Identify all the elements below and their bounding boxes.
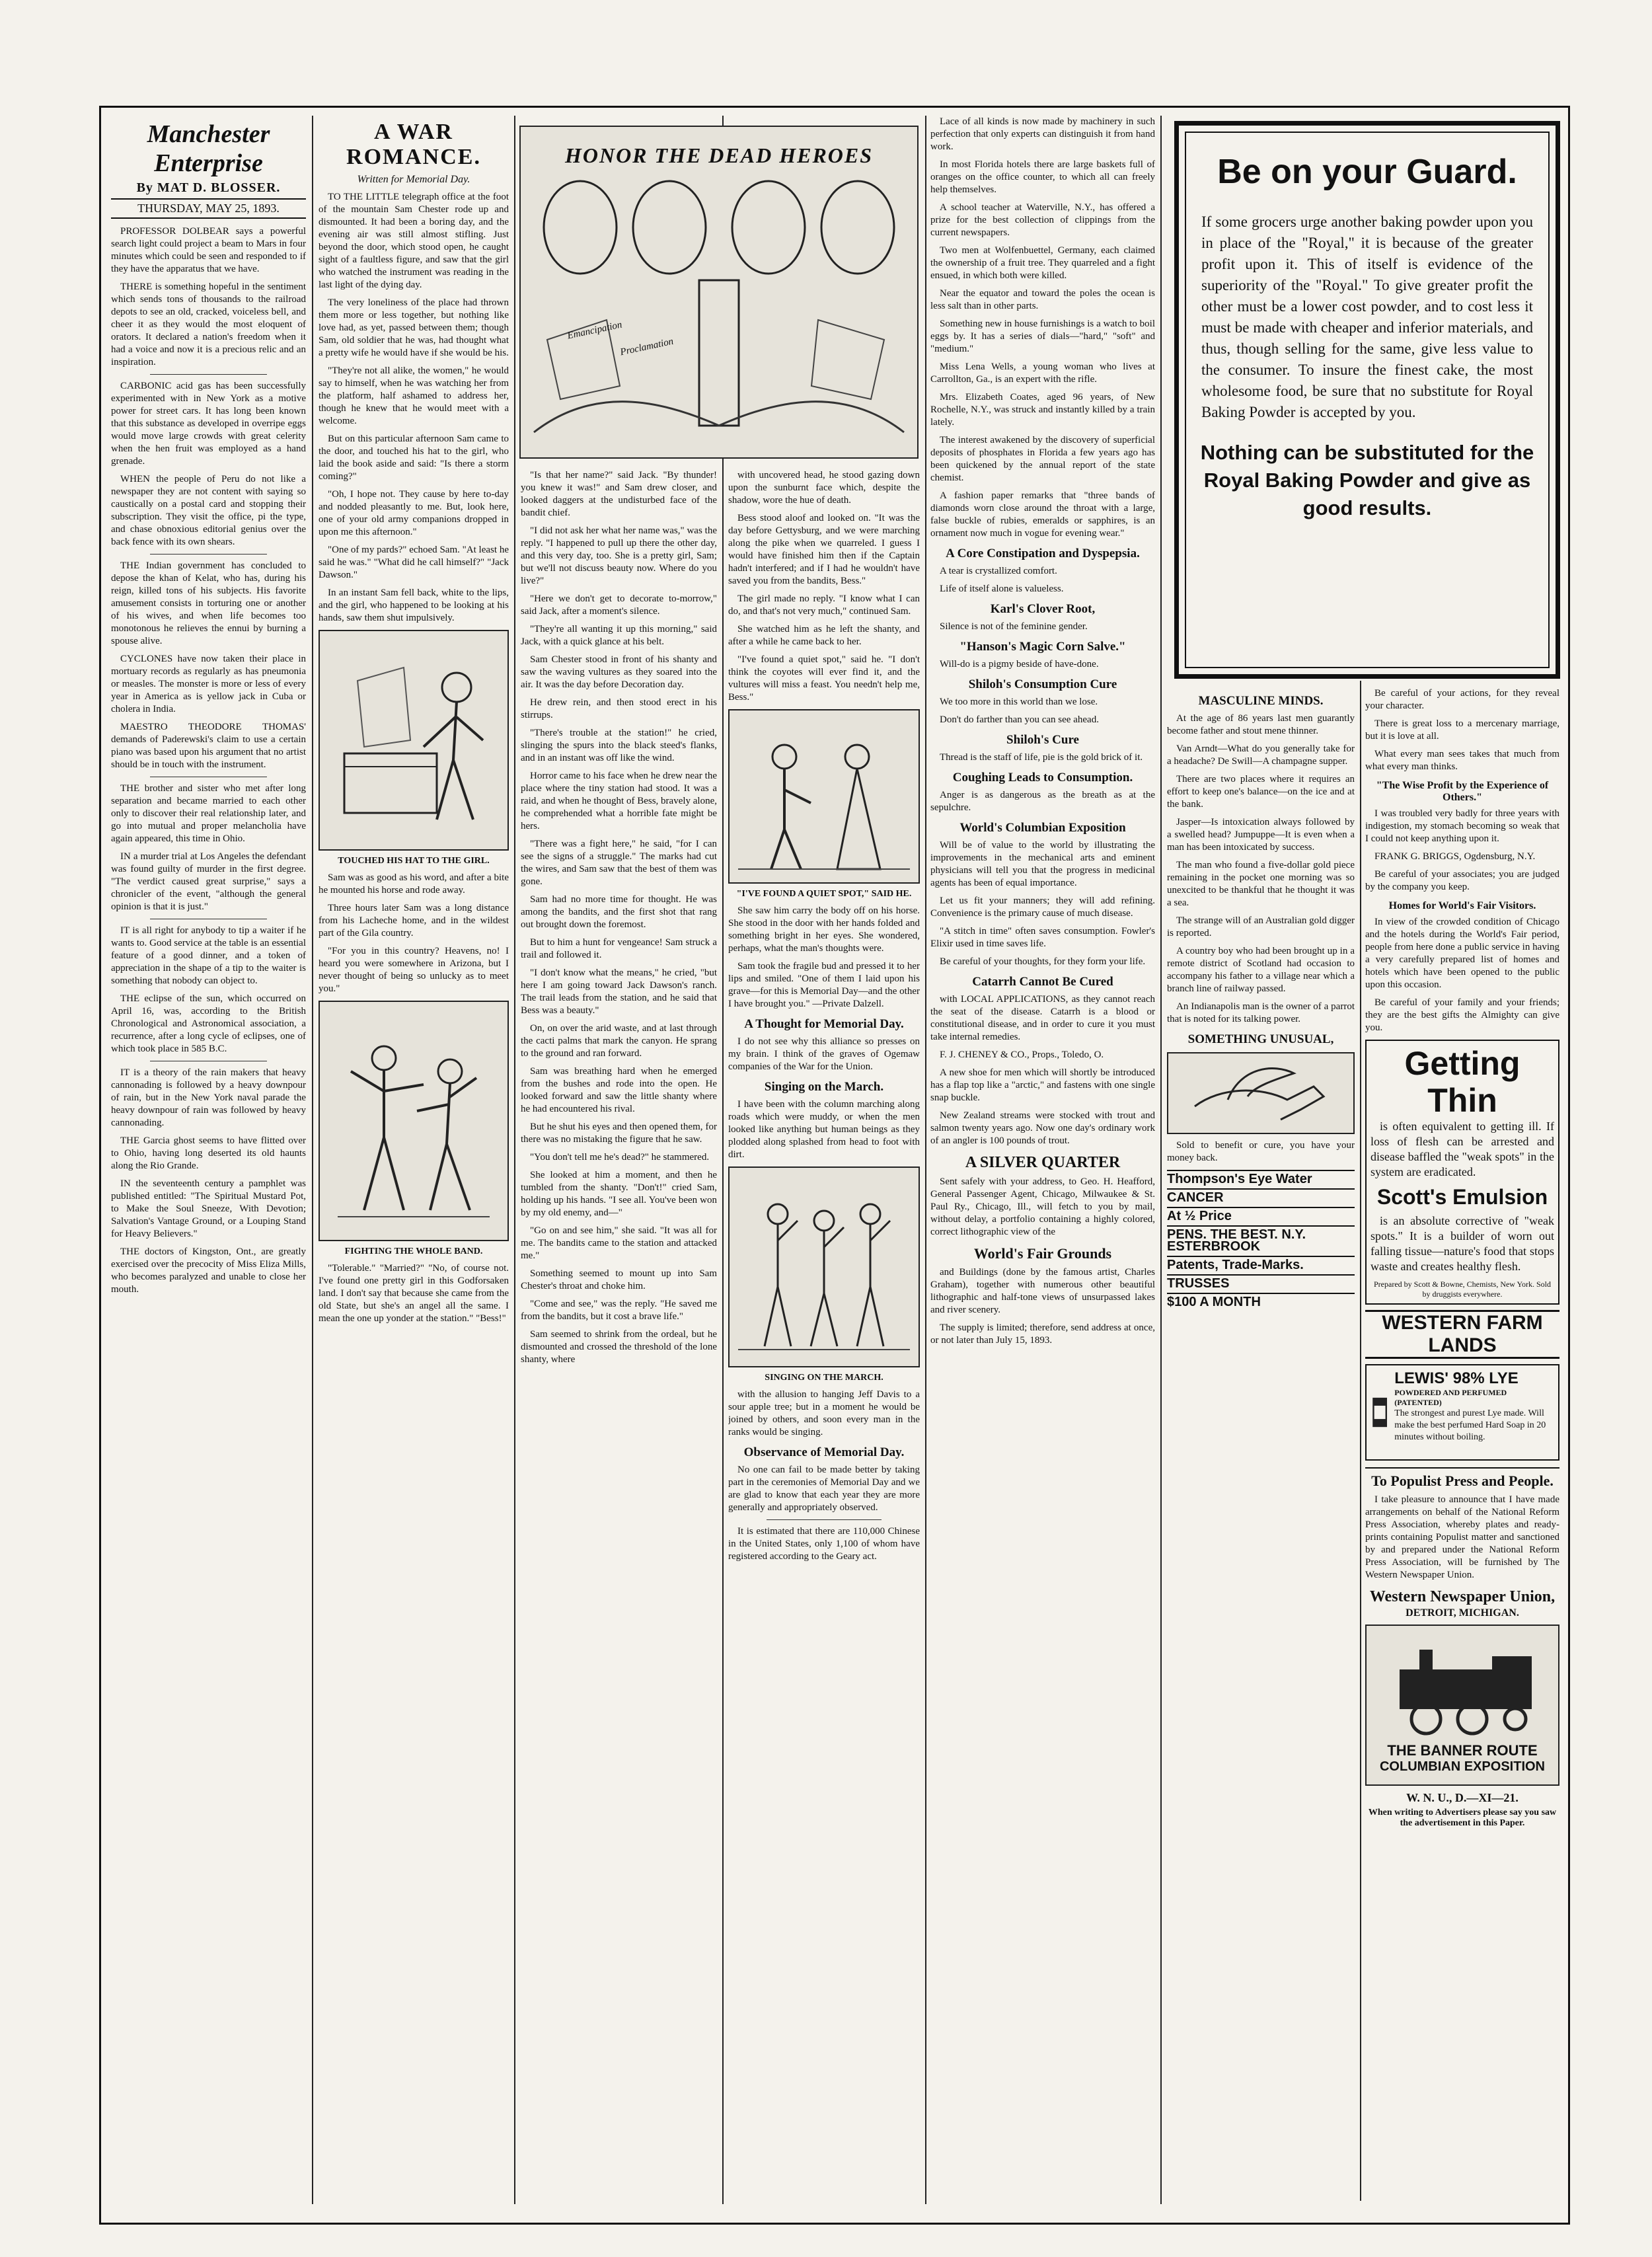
- paragraph: The interest awakened by the discovery of superficial deposits of phosphates in Florida a few years ago has been quickened by the annual report of the state chemist.: [930, 435, 1155, 483]
- paragraph: A tear is crystallized comfort.: [940, 566, 1057, 576]
- paragraph: THE Garcia ghost seems to have flitted over to Ohio, having long deserted its old haunts along the Rio Grande.: [111, 1135, 306, 1171]
- paragraph: We too more in this world than we lose.: [940, 697, 1098, 707]
- column-5: [930, 116, 1155, 2204]
- paragraph: Be careful of your thoughts, for they form your life.: [940, 956, 1146, 967]
- paragraph: MAESTRO THEODORE THOMAS' demands of Paderewski's claim to use a certain piano was based upon his argument that no artist should be in touch with the instrument.: [111, 722, 306, 770]
- illustration-quiet-spot: [728, 709, 920, 884]
- column-7: [1365, 687, 1559, 2204]
- paragraph: F. J. CHENEY & CO., Props., Toledo, O.: [940, 1050, 1104, 1060]
- paragraph: An Indianapolis man is the owner of a parrot that is noted for its talking power.: [1167, 1001, 1355, 1024]
- paragraph: Something seemed to mount up into Sam Chester's throat and choke him.: [521, 1268, 717, 1291]
- paragraph: Let us fit your manners; they will add refining. Convenience is the primary cause of much disease.: [930, 896, 1155, 919]
- paragraph: "A stitch in time" often saves consumption. Fowler's Elixir used in time saves life.: [930, 926, 1155, 949]
- column-3: [521, 469, 717, 2204]
- column-1: [111, 116, 306, 2204]
- ad-strip: [1167, 1207, 1355, 1225]
- section-heading: MASCULINE MINDS.: [1198, 694, 1324, 708]
- paragraph: Be careful of your actions, for they reveal your character.: [1365, 688, 1559, 711]
- ad-strip-title: PENS. THE BEST. N.Y. ESTERBROOK: [1167, 1227, 1306, 1254]
- royal-baking-powder-ad: [1174, 121, 1560, 679]
- paragraph: "For you in this country? Heavens, no! I heard you were somewhere in Arizona, but I never thought of being so unlucky as to meet you.": [319, 946, 509, 994]
- paragraph: The supply is limited; therefore, send address at once, or not later than July 15, 1893.: [930, 1322, 1155, 1346]
- wnu-footer: W. N. U., D.—XI—21.: [1406, 1791, 1519, 1804]
- paragraph: What every man sees takes that much from what every man thinks.: [1365, 749, 1559, 772]
- paragraph: with the allusion to hanging Jeff Davis to a sour apple tree; but in a moment he would be joined by others, and soon every man in the ranks would be singing.: [728, 1389, 920, 1437]
- byline: By MAT D. BLOSSER.: [136, 180, 281, 195]
- paragraph: Sam was breathing hard when he emerged from the bushes and rode into the open. He looked forward and saw the little shanty where he had encountered his rival.: [521, 1066, 717, 1114]
- paragraph: Sam was as good as his word, and after a bite he mounted his horse and rode away.: [319, 872, 509, 896]
- paragraph: In most Florida hotels there are large baskets full of oranges on the office counter, to which all can freely help themselves.: [930, 159, 1155, 195]
- paragraph: Sam had no more time for thought. He was among the bandits, and the first shot that rang out brought down the foremost.: [521, 894, 717, 930]
- section-heading: Singing on the March.: [764, 1080, 884, 1094]
- paragraph: Two men at Wolfenbuettel, Germany, each claimed the ownership of a fruit tree. They quarreled and a fight ensued, in which both were killed.: [930, 245, 1155, 281]
- ad-body: If some grocers urge another baking powder upon you in place of the "Royal," it is because of the greater profit upon it. This of itself is evidence of the superiority of the "Royal." To give greater profit the other must be a lower cost powder, and to cost less it must be made with cheaper and inferior materials, and thus, though selling for the same, give less value to the consumer. To insure the finest cake, the most wholesome food, be sure that no substitute for Royal Baking Powder is accepted by you.: [1201, 213, 1533, 420]
- column-rule: [925, 116, 926, 2204]
- paragraph: "I did not ask her what her name was," was the reply. "I happened to pull up there the other day, and this very day, too. She is a pretty girl, Sam; but we'll not discuss beauty now. Where do you live?": [521, 525, 717, 586]
- section-heading: Karl's Clover Root,: [990, 602, 1096, 616]
- paragraph: In an instant Sam fell back, white to the lips, and the girl, who happened to be looking at his hands, saw them shut impulsively.: [319, 588, 509, 623]
- paragraph: Be careful of your associates; you are judged by the company you keep.: [1365, 869, 1559, 892]
- paragraph: I was troubled very badly for three years with indigestion, my stomach becoming so weak that I could not keep anything upon it.: [1365, 808, 1559, 844]
- paragraph: Three hours later Sam was a long distance from his Lacheche home, and in the wildest part of the Gila country.: [319, 903, 509, 938]
- paragraph: I do not see why this alliance so presses on my brain. I think of the graves of Ogemaw companies of the War for the Union.: [728, 1036, 920, 1072]
- column-rule: [1360, 681, 1361, 2201]
- ad-strip: [1167, 1256, 1355, 1274]
- marching-soldiers-icon: [738, 1174, 910, 1359]
- section-heading: Catarrh Cannot Be Cured: [972, 975, 1113, 989]
- ad-footer: Nothing can be substituted for the Royal Baking Powder and give as good results.: [1200, 441, 1534, 519]
- scotts-emulsion-ad: [1365, 1040, 1559, 1305]
- paragraph: "Tolerable." "Married?" "No, of course not. I've found one pretty girl in this Godforsaken land. I don't say that because she came from the old State, but she's an angel all the same. I mean the one up yonder at the station." "Bess!": [319, 1263, 509, 1324]
- paragraph: Sent safely with your address, to Geo. H. Heafford, General Passenger Agent, Chicago, Milwaukee & St. Paul Ry., Chicago, Ill., will fetch to you by mail, without delay, a portfolio containing a highly colored, correct lithographic view of the: [930, 1176, 1155, 1237]
- paragraph: But on this particular afternoon Sam came to the door, and touched his hat to the girl, who laid the book aside and said: "Is there a storm coming?": [319, 434, 509, 482]
- paragraph: IT is all right for anybody to tip a waiter if he wants to. Good service at the table is an essential feature of a good dinner, and a token of appreciation in the shape of a tip to the waiter is something that nobody can object to.: [111, 925, 306, 986]
- illustration-telegraph-office: [319, 630, 509, 851]
- paragraph: Sam seemed to shrink from the ordeal, but he dismounted and crossed the threshold of the lone shanty, where: [521, 1329, 717, 1365]
- article-subtitle: Written for Memorial Day.: [357, 174, 470, 185]
- illustration-pegasus: [1167, 1052, 1355, 1134]
- paragraph: Be careful of your family and your friends; they are the best gifts the Almighty can give you.: [1365, 997, 1559, 1033]
- locomotive-icon: [1373, 1636, 1552, 1742]
- illustration-caption: "I'VE FOUND A QUIET SPOT," SAID HE.: [736, 889, 912, 899]
- banner-route-ad: [1365, 1625, 1559, 1786]
- paragraph: Sam Chester stood in front of his shanty and saw the waving vultures as they soared into the air. It was the day before Decoration day.: [521, 654, 717, 690]
- paragraph: A country boy who had been brought up in a remote district of Scotland had occasion to accompany his father to a village near which a branch line of railway passed.: [1167, 946, 1355, 994]
- paragraph: "Come and see," was the reply. "He saved me from the bandits, but it cost a brave life.": [521, 1299, 717, 1322]
- ad-footer: Prepared by Scott & Bowne, Chemists, New York. Sold by druggists everywhere.: [1374, 1280, 1551, 1299]
- column-4: [728, 469, 920, 2204]
- ad-strip-title: CANCER: [1167, 1190, 1224, 1205]
- section-heading: World's Fair Grounds: [973, 1245, 1112, 1262]
- paragraph: WHEN the people of Peru do not like a newspaper they are not content with saying so caustically on a postal card and stopping their subscription. They visit the office, pi the type, and chase obnoxious editorial genius over the back fence with its own shears.: [111, 474, 306, 547]
- ad-strip-title: Patents, Trade-Marks.: [1167, 1258, 1304, 1272]
- paragraph: Sam took the fragile bud and pressed it to her lips and smiled. "One of them I laid upon his grave—for this is Memorial Day—and the other I have brought you." —Private Dalzell.: [728, 961, 920, 1009]
- paragraph: Lace of all kinds is now made by machinery in such perfection that only experts can distinguish it from hand work.: [930, 116, 1155, 152]
- masthead: Manchester Enterprise: [147, 120, 270, 177]
- illustration-label: Proclamation: [619, 336, 675, 358]
- paragraph: Van Arndt—What do you generally take for a headache? De Swill—A champagne supper.: [1167, 744, 1355, 767]
- paragraph: IT is a theory of the rain makers that heavy cannonading is followed by a heavy downpour of rain, but in the New York naval parade the heavy downpour of rain was followed by heavy cannonading.: [111, 1067, 306, 1128]
- paragraph: At the age of 86 years last men guarantly become father and stout mene thinner.: [1167, 713, 1355, 736]
- paragraph: She watched him as he left the shanty, and after a while he came back to her.: [728, 624, 920, 647]
- ad-strip: [1167, 1225, 1355, 1256]
- paragraph: THE doctors of Kingston, Ont., are greatly exercised over the precocity of Miss Eliza Mills, who becomes paralyzed and unable to close her mouth.: [111, 1246, 306, 1295]
- column-rule: [514, 116, 515, 2204]
- paragraph: TO THE LITTLE telegraph office at the foot of the mountain Sam Chester rode up and dismounted. It had been a boring day, and the evening air was still almost stifling. Just beyond the door, which stood open, he caught sight of a faultless figure, and saw that the girl who watched the instrument was reading in the last light of the dying day.: [319, 192, 509, 290]
- paragraph: Miss Lena Wells, a young woman who lives at Carrollton, Ga., is an expert with the rifle.: [930, 362, 1155, 385]
- paragraph: Don't do farther than you can see ahead.: [940, 714, 1099, 725]
- paragraph: Mrs. Elizabeth Coates, aged 96 years, of New Rochelle, N.Y., was struck and instantly killed by a train lately.: [930, 392, 1155, 428]
- illustration-caption: SINGING ON THE MARCH.: [765, 1373, 883, 1383]
- paragraph: Bess stood aloof and looked on. "It was the day before Gettysburg, and we were marching along the pike when we quarreled. I guess I would have finished him then if the Captain hadn't interfered; and if I had he wouldn't have saved you from the bandits, Bess.": [728, 513, 920, 586]
- illustration-title: HONOR THE DEAD HEROES: [564, 143, 874, 167]
- illustration-marching: [728, 1167, 920, 1367]
- paragraph: The strange will of an Australian gold digger is reported.: [1167, 915, 1355, 938]
- paragraph: The man who found a five-dollar gold piece remaining in the pocket one morning was so unexcited to be thankful that he thought it was a sea.: [1167, 860, 1355, 908]
- paragraph: Near the equator and toward the poles the ocean is less salt than in other parts.: [930, 288, 1155, 311]
- paragraph: It is estimated that there are 110,000 Chinese in the United States, only 1,100 of whom have registered according to the Geary act.: [728, 1526, 920, 1562]
- paragraph: A fashion paper remarks that "three bands of diamonds worn close around the throat with a large, false buckle of rubies, emeralds or sapphires, is an ornament now much in vogue for evening wear.": [930, 490, 1155, 539]
- section-heading: A Core Constipation and Dyspepsia.: [946, 547, 1140, 560]
- paragraph: A school teacher at Waterville, N.Y., has offered a prize for the best collection of clippings from the current newspapers.: [930, 202, 1155, 238]
- illustration-caption: TOUCHED HIS HAT TO THE GIRL.: [338, 856, 490, 866]
- banner-route-title: THE BANNER ROUTE: [1387, 1741, 1538, 1759]
- paragraph: Thread is the staff of life, pie is the gold brick of it.: [940, 752, 1143, 763]
- paragraph: New Zealand streams were stocked with trout and salmon twenty years ago. Now one day's ordinary work of an angler is 100 pounds of trout.: [930, 1110, 1155, 1146]
- ad-strip: [1167, 1293, 1355, 1311]
- lewis-lye-ad: [1365, 1364, 1559, 1461]
- ad-title: Getting Thin: [1404, 1045, 1521, 1119]
- paragraph: "There was a fight here," he said, "for I can see the signs of a struggle." The marks had cut the wires, and Sam saw that the best of them was gone.: [521, 839, 717, 887]
- paragraph: He drew rein, and then stood erect in his stirrups.: [521, 697, 717, 720]
- paragraph: She looked at him a moment, and then he tumbled from the shanty. "Don't!" cried Sam, holding up his hands. "I see all. You've been won by my old enemy, and—": [521, 1170, 717, 1218]
- paragraph: "Here we don't get to decorate to-morrow," said Jack, after a moment's silence.: [521, 593, 717, 617]
- paragraph: THE Indian government has concluded to depose the khan of Kelat, who has, during his reign, killed tons of his subjects. His favorite amusement consists in torturing one or another of his wives, and when life becomes too monotonous he relieves the ennui by burning a spouse alive.: [111, 560, 306, 646]
- paragraph: "Oh, I hope not. They cause by here to-day and nodded pleasantly to me. But, look here, one of your old army companions dropped in upon me this afternoon.": [319, 489, 509, 537]
- section-heading: World's Columbian Exposition: [959, 821, 1126, 835]
- paragraph: "There's trouble at the station!" he cried, slinging the spurs into the black steed's flanks, and in an instant was off like the wind.: [521, 728, 717, 763]
- section-heading: Western Newspaper Union,: [1369, 1588, 1556, 1605]
- western-farm-lands-heading: WESTERN FARM LANDS: [1365, 1310, 1559, 1359]
- paragraph: IN a murder trial at Los Angeles the defendant was found guilty of murder in the first degree. "The verdict caused great surprise," says a chronicler of the event, "although the general opinion is that it is just.": [111, 851, 306, 912]
- section-heading: Shiloh's Cure: [1006, 733, 1079, 747]
- section-heading: "The Wise Profit by the Experience of Others.": [1376, 780, 1549, 803]
- column-6: [1167, 687, 1355, 2204]
- paragraph: I have been with the column marching along roads which were muddy, or when the men looked like anything but human beings as they plodded along splashed from head to foot with dirt.: [728, 1099, 920, 1160]
- winged-horse-icon: [1182, 1060, 1340, 1126]
- ad-subtitle: POWDERED AND PERFUMED (PATENTED): [1394, 1388, 1507, 1407]
- paragraph: THE brother and sister who met after long separation and became married to each other only to discover their real relationship later, and go into mutual and proper melancholia have again appeared, this time in Ohio.: [111, 783, 306, 844]
- paragraph: The very loneliness of the place had thrown them more or less together, but nothing like love had, as yet, passed between them; though Sam, old soldier that he was, had thought what a pretty wife he would have if she would be his.: [319, 297, 509, 358]
- ad-strip-title: $100 A MONTH: [1167, 1295, 1261, 1309]
- paragraph: Something new in house furnishings is a watch to boil eggs by. It has a series of dials—"hard," "soft" and "medium.": [930, 319, 1155, 354]
- ad-body: The strongest and purest Lye made. Will make the best perfumed Hard Soap in 20 minutes without boiling.: [1394, 1408, 1546, 1442]
- section-heading: Observance of Memorial Day.: [743, 1445, 905, 1459]
- paragraph: A new shoe for men which will shortly be introduced has a flap top like a "arctic," and fastens with one single snap buckle.: [930, 1067, 1155, 1103]
- section-heading: To Populist Press and People.: [1365, 1467, 1559, 1490]
- paragraph: Anger is as dangerous as the breath as at the sepulchre.: [930, 790, 1155, 813]
- paragraph: PROFESSOR DOLBEAR says a powerful search light could project a beam to Mars in four minutes which could be seen and responded to if they have the apparatus that we have.: [111, 226, 306, 274]
- paragraph: On, on over the arid waste, and at last through the cacti palms that mark the canyon. He sprang to the ground and ran forward.: [521, 1023, 717, 1059]
- paragraph: THE eclipse of the sun, which occurred on April 16, was, according to the British Chronological and Astronomical association, a recurrence, after a long cycle of eclipses, one of which took place in 585 B.C.: [111, 993, 306, 1054]
- illustration-honor-dead-heroes: [519, 126, 919, 459]
- section-heading: Homes for World's Fair Visitors.: [1388, 900, 1536, 911]
- fighting-figures-icon: [331, 1012, 496, 1230]
- paragraph: with uncovered head, he stood gazing down upon the sunburnt face which, despite the shadow, wore the hue of death.: [728, 470, 920, 506]
- paragraph: "You don't tell me he's dead?" he stammered.: [530, 1152, 710, 1163]
- column-rule: [312, 116, 313, 2204]
- dateline: THURSDAY, MAY 25, 1893.: [111, 198, 306, 219]
- paragraph: THERE is something hopeful in the sentiment which sends tons of thousands to the railroad depots to see an old, cracked, voiceless bell, and cheer it as they would the most eloquent of orators. It declared a nation's freedom when it had a voice and now it is a precious relic and an inspiration.: [111, 282, 306, 367]
- paragraph: "Is that her name?" said Jack. "By thunder! you knew it was!" and Sam drew closer, and looked daggers at the undisturbed face of the bandit chief.: [521, 470, 717, 518]
- paragraph: I take pleasure to announce that I have made arrangements on behalf of the National Reform Press Association, whereby plates and ready-prints containing Populist matter and sanctioned by and prepared under the National Reform Press Association, will be furnished by The Western Newspaper Union.: [1365, 1494, 1559, 1580]
- paragraph: "One of my pards?" echoed Sam. "At least he said he was." "What did he call himself?" "Jack Dawson.": [319, 545, 509, 580]
- section-heading: Coughing Leads to Consumption.: [952, 771, 1133, 784]
- paragraph: No one can fail to be made better by taking part in the ceremonies of Memorial Day and we are glad to know that each year they are more generally and appropriately observed.: [728, 1465, 920, 1513]
- advertiser-note: When writing to Advertisers please say you saw the advertisement in this Paper.: [1368, 1808, 1557, 1828]
- article-title: A WAR ROMANCE.: [346, 120, 481, 169]
- illustration-caption: FIGHTING THE WHOLE BAND.: [344, 1246, 483, 1256]
- ad-body: is an absolute corrective of "weak spots." It is a builder of worn out falling tissue—nature's food that stops waste and creates healthy flesh.: [1370, 1214, 1554, 1273]
- paragraph: Jasper—Is intoxication always followed by a swelled head? Jumpuppe—It is even when a man has been intoxicated by success.: [1167, 817, 1355, 853]
- paragraph: "They're not all alike, the women," he would say to himself, when he was watching her from the platform, half ashamed to address her, though he knew that he would meet with a welcome.: [319, 365, 509, 426]
- column-rule: [1160, 116, 1162, 2204]
- paragraph: Will-do is a pigmy beside of have-done.: [940, 659, 1099, 669]
- paragraph: But he shut his eyes and then opened them, for there was no mistaking the figure that he saw.: [521, 1122, 717, 1145]
- illustration-fight: [319, 1001, 509, 1241]
- illustration-label: Emancipation: [566, 319, 623, 342]
- paragraph: with LOCAL APPLICATIONS, as they cannot reach the seat of the disease. Catarrh is a blood or constitutional disease, and in order to cure it you must take internal remedies.: [930, 994, 1155, 1042]
- lye-can-icon: [1370, 1369, 1389, 1455]
- paragraph: Sold to benefit or cure, you have your money back.: [1167, 1140, 1355, 1163]
- paragraph: Life of itself alone is valueless.: [940, 584, 1064, 594]
- paragraph: "I don't know what the means," he cried, "but here I am going toward Jack Dawson's ranch. The trail leads from the station, and he said that Bess was a beauty.": [521, 968, 717, 1016]
- section-heading: A Thought for Memorial Day.: [744, 1017, 904, 1031]
- section-heading: A SILVER QUARTER: [965, 1154, 1121, 1171]
- paragraph: and Buildings (done by the famous artist, Charles Graham), together with numerous other beautiful lithographic and half-tone views of unsurpassed lakes and river scenery.: [930, 1267, 1155, 1315]
- paragraph: IN the seventeenth century a pamphlet was published entitled: "The Spiritual Mustard Pot, to Make the Soul Sneeze, With Devotion; Salvation's Vantage Ground, or a Louping Stand for Heavy Believers.": [111, 1178, 306, 1239]
- paragraph: "They're all wanting it up this morning," said Jack, with a quick glance at his belt.: [521, 624, 717, 647]
- portraits-and-crowd-icon: [527, 168, 911, 445]
- desk-figure-icon: [331, 641, 496, 839]
- ad-strip-title: At ½ Price: [1167, 1209, 1232, 1223]
- ad-strip: [1167, 1274, 1355, 1293]
- paragraph: There are two places where it requires an effort to keep one's balance—on the ice and at the bank.: [1167, 774, 1355, 810]
- paragraph: "Go on and see him," she said. "It was all for me. The bandits came to the station and attacked me.": [521, 1225, 717, 1261]
- paragraph: FRANK G. BRIGGS, Ogdensburg, N.Y.: [1374, 851, 1536, 862]
- section-heading: Shiloh's Consumption Cure: [968, 677, 1117, 691]
- paragraph: In view of the crowded condition of Chicago and the hotels during the World's Fair period, people from here done a public service in having a very carefully prepared list of homes and hotels which have been opened to the public upon this occasion.: [1365, 917, 1559, 990]
- ad-strip-title: Thompson's Eye Water: [1167, 1172, 1312, 1186]
- section-heading: SOMETHING UNUSUAL,: [1187, 1032, 1334, 1046]
- ad-product-name: Scott's Emulsion: [1376, 1185, 1548, 1209]
- paragraph: But to him a hunt for vengeance! Sam struck a trail and followed it.: [521, 937, 717, 960]
- column-2: [319, 116, 509, 2204]
- ad-title: LEWIS' 98% LYE: [1394, 1369, 1519, 1387]
- exposition-title: COLUMBIAN EXPOSITION: [1379, 1759, 1545, 1774]
- divider: [150, 554, 267, 555]
- paragraph: CARBONIC acid gas has been successfully experimented with in New York as a motive power for street cars. It has long been known that this substance as developed in overripe eggs would move large crowds with great celerity when the hen fruit was employed as a hand grenade.: [111, 381, 306, 467]
- paragraph: "I've found a quiet spot," said he. "I don't think the coyotes will ever find it, and the vultures will miss a feast. You needn't help me, Bess.": [728, 654, 920, 703]
- ad-strip: [1167, 1188, 1355, 1207]
- paragraph: Silence is not of the feminine gender.: [940, 621, 1088, 632]
- paragraph: There is great loss to a mercenary marriage, but it is love at all.: [1365, 718, 1559, 742]
- paragraph: Will be of value to the world by illustrating the improvements in the mechanical arts and eminent physicians will tell you that the progress in medicinal agents has been of equal importance.: [930, 840, 1155, 888]
- divider: [767, 1519, 882, 1520]
- section-heading: DETROIT, MICHIGAN.: [1406, 1607, 1519, 1619]
- ad-title: Be on your Guard.: [1217, 153, 1517, 191]
- divider: [150, 374, 267, 375]
- ad-body: is often equivalent to getting ill. If loss of flesh can be arrested and disease baffled the "weak spots" in the system are eradicated.: [1370, 1120, 1554, 1178]
- paragraph: CYCLONES have now taken their place in mortuary records as regularly as has pneumonia or measles. The monster is more or less of every year in America as is yellow jack in Cuba or cholera in India.: [111, 654, 306, 714]
- man-and-woman-icon: [738, 717, 910, 876]
- ad-strip: [1167, 1170, 1355, 1188]
- section-heading: "Hanson's Magic Corn Salve.": [959, 640, 1126, 654]
- ad-strip-title: TRUSSES: [1167, 1276, 1230, 1291]
- paragraph: The girl made no reply. "I know what I can do, and that's not very much," continued Sam.: [728, 593, 920, 617]
- paragraph: She saw him carry the body off on his horse. She stood in the door with her hands folded and something bright in her eyes. She wondered, perhaps, what the man's thoughts were.: [728, 905, 920, 954]
- paragraph: Horror came to his face when he drew near the place where the tiny station had stood. It was a raid, and when he thought of Bess, bravely alone, he comprehended what a horrible fate might be hers.: [521, 771, 717, 831]
